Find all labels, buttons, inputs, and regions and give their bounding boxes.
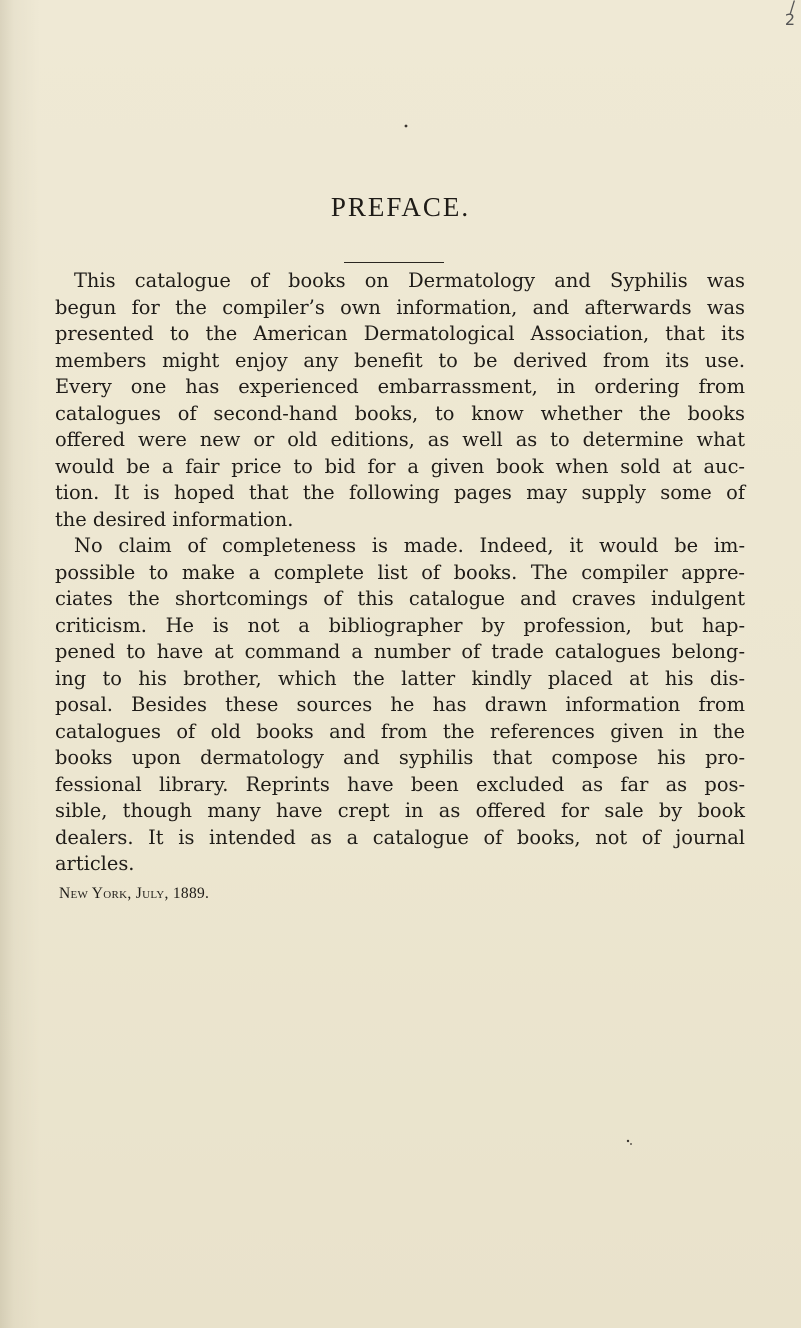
text-line: presented to the American Dermatological Association, that its — [55, 322, 745, 345]
text-line: offered were new or old editions, as well as to determine what — [55, 428, 745, 451]
text-line: the desired information. — [55, 507, 294, 531]
text-line: catalogues of old books and from the references given in the — [55, 719, 745, 743]
text-line: ciates the shortcomings of this catalogue and craves indulgent — [55, 587, 745, 610]
text-line: posal. Besides these sources he has drawn information from — [55, 693, 745, 716]
text-line: fessional library. Reprints have been excluded as far as pos- — [55, 772, 745, 796]
page-title: PREFACE. — [330, 192, 471, 222]
ink-speck — [627, 1140, 629, 1142]
text-line: Every one has experienced embarrassment, in ordering from — [55, 375, 745, 398]
signature-dateline: New York, July, 1889. — [59, 884, 210, 902]
text-line: would be a fair price to bid for a given book when sold at auc- — [55, 454, 745, 478]
paragraph-2 — [55, 533, 745, 878]
text-line: ing to his brother, which the latter kindly placed at his dis- — [55, 666, 745, 690]
text-line: begun for the compiler’s own information, and afterwards was — [55, 295, 745, 319]
text-line: tion. It is hoped that the following pages may supply some of — [55, 481, 745, 504]
title-rule — [344, 262, 444, 263]
text-line: books upon dermatology and syphilis that compose his pro- — [55, 746, 745, 769]
text-line: dealers. It is intended as a catalogue of books, not of journal — [55, 825, 745, 849]
text-line: members might enjoy any benefit to be derived from its use. — [55, 348, 745, 372]
text-line: pened to have at command a number of trade catalogues belong- — [55, 640, 745, 663]
ink-speck — [630, 1143, 632, 1145]
text-line: articles. — [55, 852, 135, 875]
preface-body — [55, 268, 745, 907]
text-line: sible, though many have crept in as offered for sale by book — [55, 799, 745, 822]
text-line: catalogues of second-hand books, to know whether the books — [55, 401, 745, 425]
text-line: criticism. He is not a bibliographer by profession, but hap- — [55, 613, 745, 637]
paragraph-1 — [55, 268, 745, 533]
text-line: No claim of completeness is made. Indeed, it would be im- — [74, 534, 745, 557]
ink-speck — [405, 125, 408, 128]
text-line: possible to make a complete list of books. The compiler appre- — [55, 560, 745, 584]
page-number-mark: / 2 — [784, 0, 795, 29]
text-line: This catalogue of books on Dermatology and Syphilis was — [74, 269, 745, 292]
